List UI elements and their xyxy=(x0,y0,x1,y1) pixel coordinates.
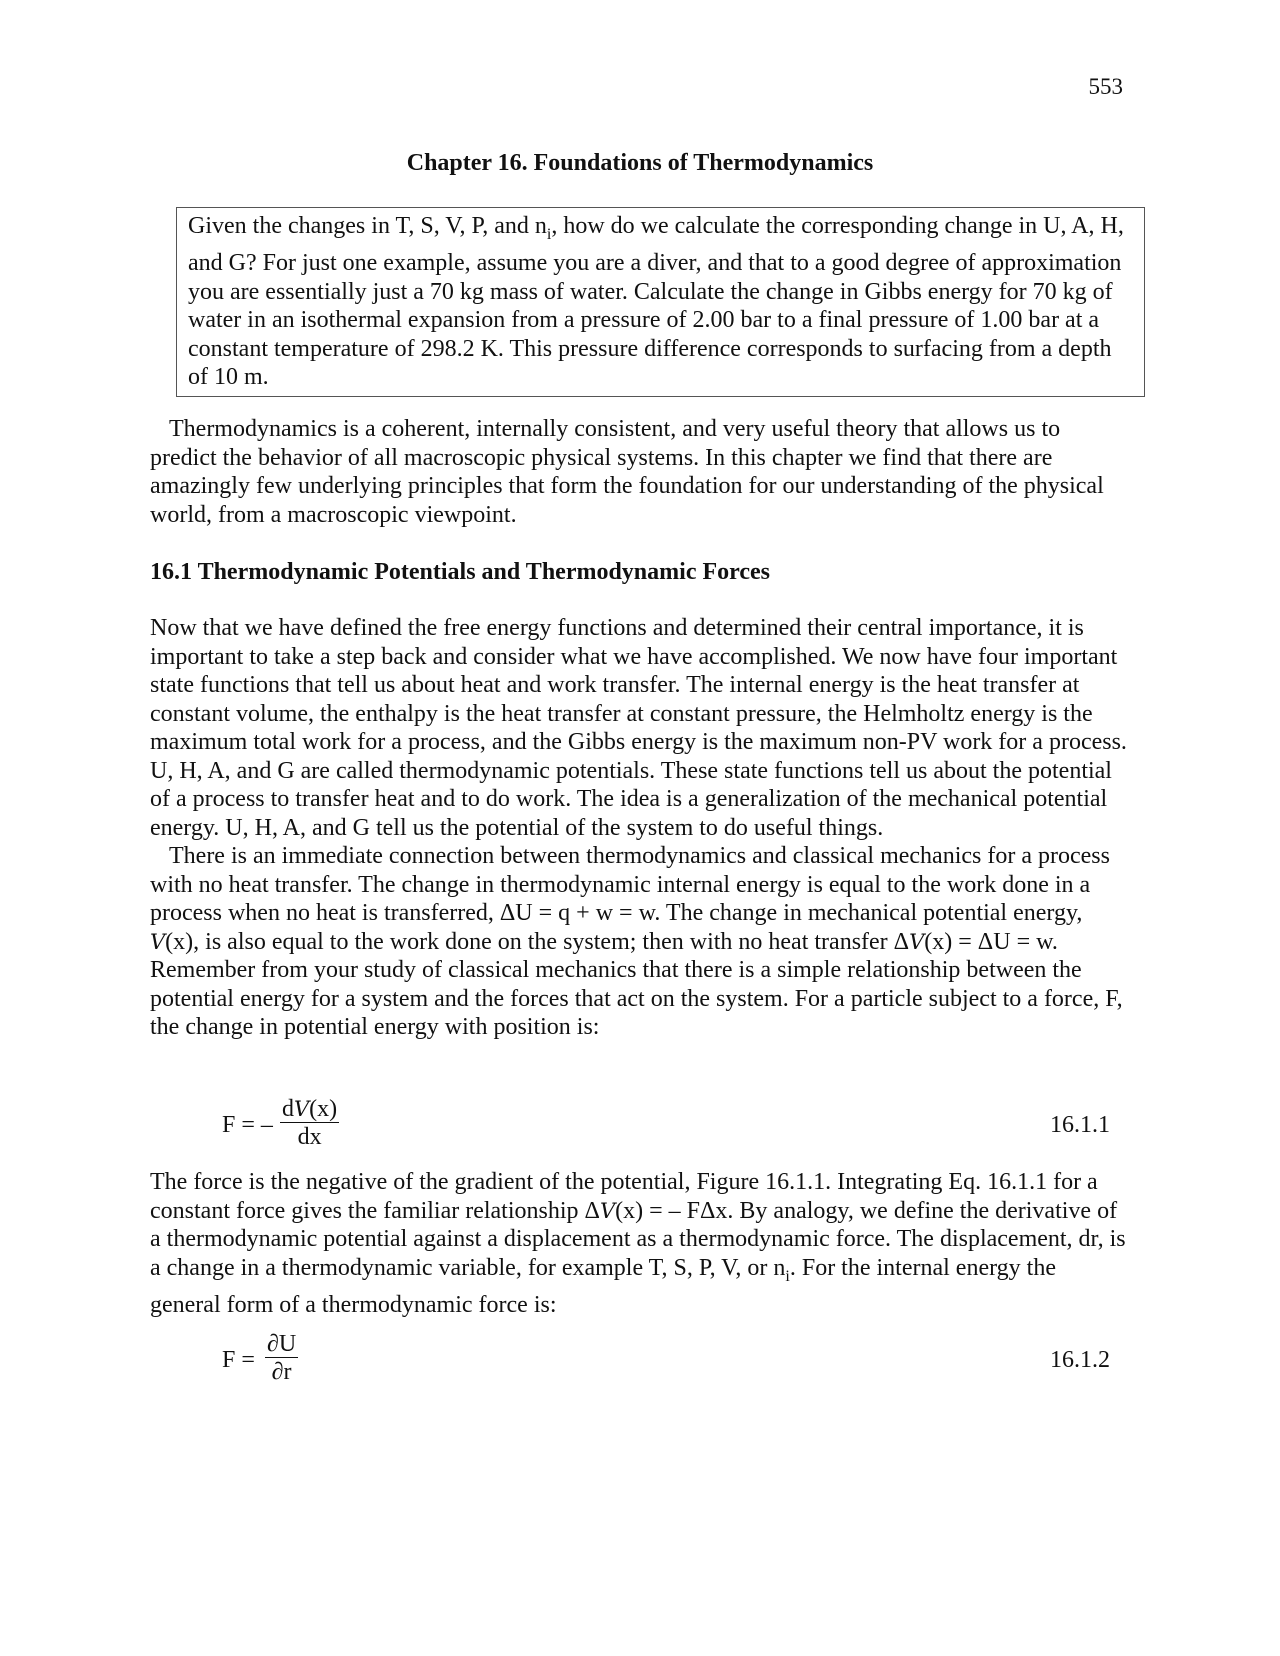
equation-fraction xyxy=(280,1096,339,1151)
section-heading: 16.1 Thermodynamic Potentials and Thermodynamic Forces xyxy=(150,559,770,585)
paragraph-potentials: Now that we have defined the free energy functions and determined their central importance, it is important to take a step back and consider what we have accomplished. We now have four important state functions that tell us about heat and work transfer. The internal energy is the heat transfer at constant volume, the enthalpy is the heat transfer at constant pressure, the Helmholtz energy is the maximum total work for a process, and the Gibbs energy is the maximum non-PV work for a process. U, H, A, and G are called thermodynamic potentials. These state functions tell us about the potential of a process to transfer heat and to do work. The idea is a generalization of the mechanical potential energy. U, H, A, and G tell us the potential of the system to do useful things. xyxy=(150,615,1127,841)
script-v-symbol: V xyxy=(150,929,166,954)
fraction-numerator: ∂U xyxy=(267,1331,297,1357)
script-v-symbol: V xyxy=(909,929,925,954)
page-number: 553 xyxy=(1088,74,1123,99)
problem-text-start: Given the changes in T, S, V, P, and n xyxy=(188,213,547,239)
main-text xyxy=(150,614,1132,1042)
chapter-title: Chapter 16. Foundations of Thermodynamics xyxy=(406,150,874,176)
fraction-denominator: dx xyxy=(280,1122,339,1151)
paragraph-mechanics: There is an immediate connection between thermodynamics and classical mechanics for a process with no heat transfer. The change in thermodynamic internal energy is equal to the work done in a process when no heat is transferred, ΔU = q + w = w. The change in mechanical potential energy, V(x), is also equal to the work done on the system; then with no heat transfer ΔV(x) = ΔU = w. Remember from your study of classical mechanics that there is a simple relationship between the potential energy for a system and the forces that act on the system. For a particle subject to a force, F, the change in potential energy with position is: xyxy=(150,843,1123,1040)
equation-number: 16.1.1 xyxy=(1050,1112,1110,1138)
fraction-denominator: ∂r xyxy=(265,1357,298,1386)
equation-fraction xyxy=(265,1331,298,1386)
problem-subscript: i xyxy=(546,225,552,243)
fraction-numerator: dV(x) xyxy=(282,1096,338,1122)
equation-number: 16.1.2 xyxy=(1050,1347,1110,1373)
equation-lhs: F = xyxy=(222,1347,255,1373)
equation-16-1-1 xyxy=(150,1096,1110,1156)
intro-paragraph: Thermodynamics is a coherent, internally consistent, and very useful theory that allows us to predict the behavior of all macroscopic physical systems. In this chapter we find that there are amazingly few underlying principles that form the foundation for our understanding of the physical world, from a macroscopic viewpoint. xyxy=(150,416,1104,528)
problem-text-end: , how do we calculate the corresponding change in U, A, H, and G? For just one example, assume you are a diver, and that to a good degree of approximation you are essentially just a 70 kg mass of water. Calculate the change in Gibbs energy for 70 kg of water in an isothermal expansion from a pressure of 2.00 bar to a final pressure of 1.00 bar at a constant temperature of 298.2 K. This pressure difference corresponds to surfacing from a depth of 10 m. xyxy=(188,213,1124,391)
equation-16-1-2 xyxy=(150,1331,1110,1391)
script-v-symbol: V xyxy=(599,1198,616,1223)
equation-lhs: F = – xyxy=(222,1112,273,1138)
paragraph-force: The force is the negative of the gradient of the potential, Figure 16.1.1. Integrating Eq. 16.1.1 for a constant force gives the familiar relationship ΔV(x) = – FΔx. By analogy, we define the derivative of a thermodynamic potential against a displacement as a thermodynamic force. The displacement, dr, is a change in a thermodynamic variable, for example T, S, P, V, or $n_i$. For the internal energy the general form of a thermodynamic force is: xyxy=(150,1169,1126,1318)
force-subscript: i xyxy=(785,1267,790,1285)
problem-box xyxy=(176,207,1145,397)
